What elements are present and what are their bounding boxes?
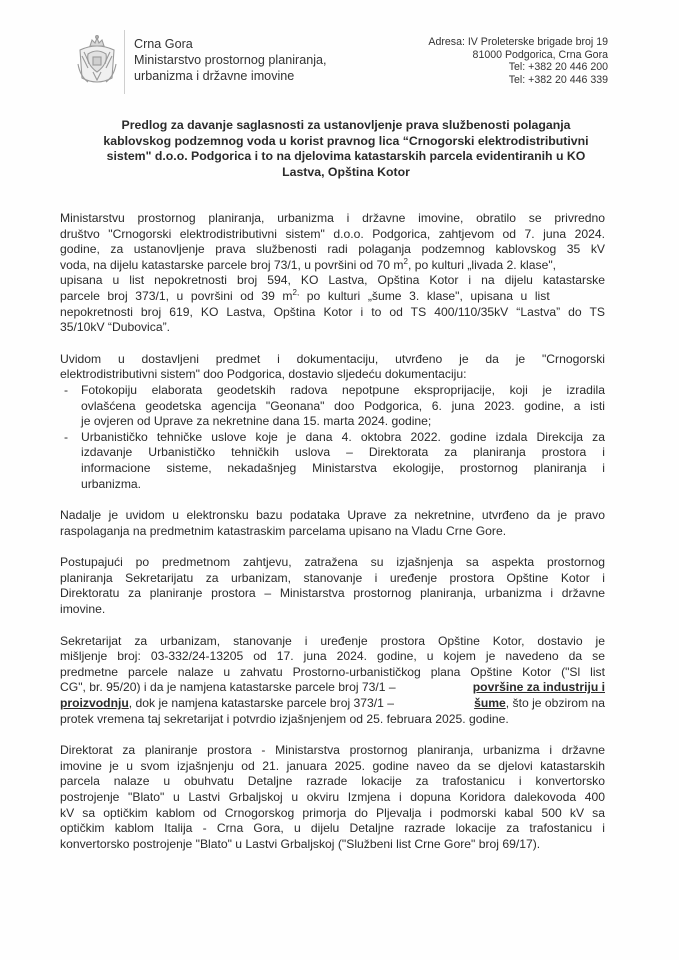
- text-fragment: voda, na dijelu katastarske parcele broj 73/1, u površini od 70 m: [60, 257, 404, 272]
- text-line: ovlašćena geodetska agencija "Geonana" doo Podgorica, 6. juna 2023. godine, a isti: [81, 398, 605, 413]
- text-fragment: , što je obzirom na: [505, 696, 605, 711]
- text-line: imovine.: [60, 602, 106, 617]
- text-line: nepokretnosti broj 619, KO Lastva, Opština Kotor i to od TS 400/110/35kV “Lastva” do TS: [60, 304, 605, 319]
- text-line: postrojenje "Blato" u Lastvi Grbaljskoj u okviru Izmjena i dopuna Koridora dalekovoda 400: [60, 790, 605, 804]
- text-line: raspolaganja na predmetnim katastraskim parcelama upisano na Vladu Crne Gore.: [60, 523, 507, 538]
- title-line: Predlog za davanje saglasnosti za ustanovljenje prava službenosti polaganja: [121, 118, 571, 132]
- text-line: godine, za ustanovljenje prava službenosti radi polaganja podzemnog kablovskog 35 kV: [60, 242, 605, 257]
- text-line: urbanizma.: [81, 476, 142, 491]
- dash-bullet: -: [64, 382, 69, 397]
- text-line: Sekretarijat za urbanizam, stanovanje i uređenje prostora Opštine Kotor, dostavio je: [60, 633, 605, 648]
- text-line: [60, 696, 605, 712]
- text-fragment: , dok je namjena katastarske parcele broj 373/1 –: [128, 696, 395, 711]
- text-line: [60, 289, 605, 305]
- text-fragment: parcele broj 373/1, u površini od 39 m: [60, 288, 293, 303]
- dash-bullet: -: [64, 429, 69, 444]
- paragraph-secretariat-opinion: [60, 634, 605, 728]
- address-city: 81000 Podgorica, Crna Gora: [472, 48, 608, 61]
- text-line: [60, 258, 605, 274]
- text-line: protek vremena taj sekretarijat i potvrdio izjašnjenjem od 25. februara 2025. godine.: [60, 711, 509, 726]
- text-line: Uvidom u dostavljeni predmet i dokumentaciju, utvrđeno je da je "Crnogorski: [60, 351, 605, 366]
- ministry-line-1: Ministarstvo prostornog planiranja,: [134, 53, 327, 67]
- text-line: Urbanističko tehničke uslove koje je dana 4. oktobra 2022. godine izdala Direkcija za: [81, 429, 605, 444]
- text-fragment: [474, 696, 605, 712]
- paragraph-directorate-opinion: [60, 743, 605, 852]
- land-use-industry: površine za industriju i: [472, 680, 605, 695]
- address-phone-1: Tel: +382 20 446 200: [508, 61, 608, 74]
- country-name: Crna Gora: [134, 37, 193, 51]
- superscript: 2,: [292, 287, 300, 297]
- document-title: [96, 118, 596, 180]
- text-line: [60, 680, 605, 696]
- text-line: Direktorat za planiranje prostora - Ministarstva prostornog planiranja, urbanizma i državne: [60, 743, 605, 758]
- document-body: [60, 211, 605, 852]
- logo-divider: [124, 30, 125, 94]
- text-line: planiranja Sekretarijatu za urbanizam, stanovanje i uređenje prostora Opštine Kotor i: [60, 570, 605, 585]
- text-line: kV sa optičkim kablom od Crnogorskog primorja do Pljevalja i podmorski kabal 500 kV sa: [60, 805, 605, 820]
- text-line: mišljenje broj: 03-332/24-13205 od 17. juna 2024. godine, u kojem je navedeno da se: [60, 649, 605, 664]
- title-line: sistem" d.o.o. Podgorica i to na djelovima katastarskih parcela evidentiranih u KO: [106, 149, 586, 163]
- title-line: kablovskog podzemnog voda u korist pravnog lica “Crnogorski elektrodistributivni: [103, 133, 589, 148]
- list-item: [60, 383, 605, 430]
- letterhead: [74, 30, 634, 92]
- text-fragment: CG", br. 95/20) i da je namjena katastarske parcele broj 73/1 –: [60, 680, 396, 695]
- text-line: predmetne parcele nalaze u zahvatu Prostorno-urbanističkog plana Opštine Kotor ("Sl list: [60, 664, 605, 679]
- text-fragment: [60, 696, 394, 712]
- address-phone-2: Tel: +382 20 446 339: [508, 73, 608, 86]
- text-line: Nadalje je uvidom u elektronsku bazu podataka Uprave za nekretnine, utvrđeno da je pravo: [60, 508, 605, 523]
- superscript: 2: [403, 256, 408, 266]
- text-line: izdavanje Urbanističko tehničkih uslova – Direktorata za planiranja prostora i: [81, 445, 605, 460]
- text-line: Ministarstvu prostornog planiranja, urbanizma i državne imovine, obratilo se privredno: [60, 211, 605, 225]
- text-line: upisana u list nepokretnosti broj 594, KO Lastva, Opština Kotor i na dijelu katastarske: [60, 273, 605, 288]
- montenegro-coat-of-arms-icon: [74, 34, 120, 88]
- text-line: elektrodistributivni sistem" doo Podgorica, dostavio sljedeću dokumentaciju:: [60, 367, 467, 382]
- text-line: parcela nalaze u obuhvatu Detaljne razrade lokacije za trafostanicu i konvertorsko: [60, 774, 605, 789]
- text-line: je ovjeren od Uprave za nekretnine dana 15. marta 2024. godine;: [81, 414, 432, 429]
- documentation-list: [60, 383, 605, 492]
- text-line: Direktoratu za planiranje prostora – Ministarstva prostornog planiranja, urbanizma i državne: [60, 586, 605, 601]
- text-fragment: , po kulturi „livada 2. klase",: [407, 257, 557, 272]
- text-line: konvertorsko postrojenje "Blato" u Lastvi Grbaljskoj ("Službeni list Crne Gore" broj 69/17).: [60, 836, 541, 851]
- text-line: optičkim kablom Italija - Crna Gora, u dijelu Detaljne razrade lokacije za trafostanicu i: [60, 821, 605, 836]
- ministry-address: [428, 36, 608, 86]
- paragraph-clarifications-requested: [60, 555, 605, 617]
- paragraph-ownership: [60, 508, 605, 539]
- list-item: [60, 430, 605, 492]
- paragraph-documentation: [60, 352, 605, 492]
- land-use-production: proizvodnju: [60, 696, 129, 711]
- address-street: Adresa: IV Proleterske brigade broj 19: [428, 36, 608, 48]
- ministry-name: [134, 36, 327, 84]
- ministry-line-2: urbanizma i državne imovine: [134, 69, 295, 83]
- text-fragment: po kulturi „šume 3. klase", upisana u list: [299, 288, 550, 303]
- text-line: društvo "Crnogorski elektrodistributivni sistem" d.o.o. Podgorica, zahtjevom od 7. juna 2024.: [60, 226, 605, 241]
- land-use-forest: šume: [474, 696, 506, 711]
- text-line: 35/10kV “Dubovica”.: [60, 320, 170, 335]
- paragraph-request: [60, 211, 605, 336]
- text-line: imovine je u svom izjašnjenju od 21. januara 2025. godine naveo da se djelovi katastarskih: [60, 758, 605, 773]
- text-line: informacione sisteme, nekadašnjeg Ministarstva ekologije, prostornog planiranja i: [81, 460, 605, 475]
- text-line: Postupajući po predmetnom zahtjevu, zatražena su izjašnjenja sa aspekta prostornog: [60, 555, 605, 570]
- title-line: Lastva, Opština Kotor: [282, 164, 410, 179]
- text-line: Fotokopiju elaborata geodetskih radova nepotpune eksproprijacije, koji je izradila: [81, 382, 605, 397]
